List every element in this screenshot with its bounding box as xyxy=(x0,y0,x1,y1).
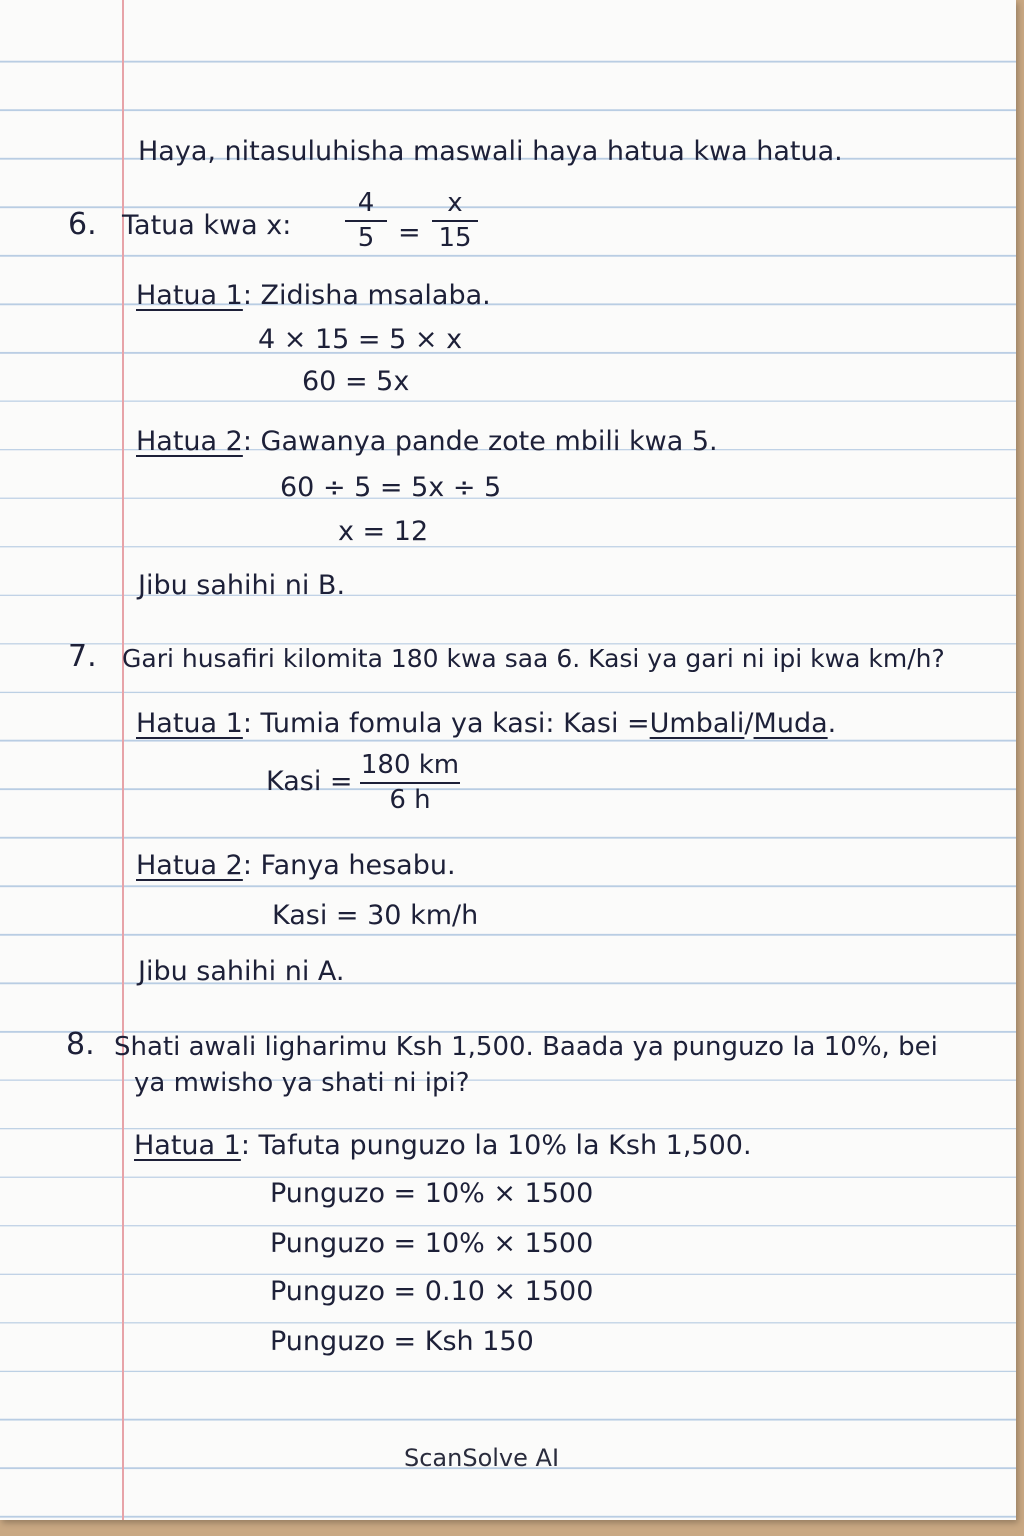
q6-step1-text: : Zidisha msalaba. xyxy=(242,280,491,311)
q6-answer: Jibu sahihi ni B. xyxy=(138,570,346,601)
q6-frac-right-den: 15 xyxy=(438,223,472,253)
q7-step2-label: Hatua 2 xyxy=(136,850,243,881)
q8-step1 xyxy=(134,1132,752,1159)
q6-step2 xyxy=(136,428,718,455)
q7-step1 xyxy=(136,710,836,737)
q8-question-line-2: ya mwisho ya shati ni ipi? xyxy=(134,1068,470,1098)
q7-step2-text: : Fanya hesabu. xyxy=(242,850,456,881)
q7-question: Gari husafiri kilomita 180 kwa saa 6. Kasi ya gari ni ipi kwa km/h? xyxy=(122,644,945,673)
q6-step2-line-2: x = 12 xyxy=(338,516,429,547)
q7-formula-time: Muda xyxy=(753,708,828,739)
q7-formula-end: . xyxy=(827,708,837,739)
q6-equals: = xyxy=(398,217,421,248)
fraction-bar xyxy=(432,220,478,222)
q8-line-2: Punguzo = 10% × 1500 xyxy=(270,1228,594,1259)
q8-step1-text: : Tafuta punguzo la 10% la Ksh 1,500. xyxy=(240,1130,752,1161)
q7-kasi-den: 6 h xyxy=(389,785,431,815)
fraction-bar xyxy=(345,220,387,222)
q7-step2 xyxy=(136,852,456,879)
footer-brand: ScanSolve AI xyxy=(404,1444,560,1472)
q8-line-1: Punguzo = 10% × 1500 xyxy=(270,1178,594,1209)
q6-frac-left-num: 4 xyxy=(357,188,375,218)
q8-line-3: Punguzo = 0.10 × 1500 xyxy=(270,1276,594,1307)
q7-answer: Jibu sahihi ni A. xyxy=(138,956,345,987)
q7-kasi-fraction xyxy=(360,752,460,813)
q6-number: 6. xyxy=(68,207,97,242)
q6-frac-right-num: x xyxy=(447,188,463,218)
q8-line-4: Punguzo = Ksh 150 xyxy=(270,1326,534,1357)
q7-formula-distance: Umbali xyxy=(649,708,745,739)
fraction-bar xyxy=(360,782,460,784)
q7-step2-line: Kasi = 30 km/h xyxy=(272,900,479,931)
q6-step2-label: Hatua 2 xyxy=(136,426,243,457)
q8-number: 8. xyxy=(66,1027,95,1062)
q6-step1-line-1: 4 × 15 = 5 × x xyxy=(258,324,463,355)
q6-fraction-left xyxy=(345,190,387,251)
q7-kasi-num: 180 km xyxy=(360,750,460,780)
q7-kasi-label: Kasi = xyxy=(266,766,353,797)
q6-step2-line-1: 60 ÷ 5 = 5x ÷ 5 xyxy=(280,472,502,503)
q8-question-line-1: Shati awali ligharimu Ksh 1,500. Baada ya punguzo la 10%, bei xyxy=(114,1032,938,1062)
q6-question: Tatua kwa x: xyxy=(122,210,292,241)
intro-text: Haya, nitasuluhisha maswali haya hatua kwa hatua. xyxy=(138,136,843,167)
q7-formula-slash: / xyxy=(744,708,754,739)
q6-fraction-right xyxy=(432,190,478,251)
q6-step1-label: Hatua 1 xyxy=(136,280,243,311)
q8-step1-label: Hatua 1 xyxy=(134,1130,241,1161)
q7-step1-label: Hatua 1 xyxy=(136,708,243,739)
q6-step1-line-2: 60 = 5x xyxy=(302,366,410,397)
q7-number: 7. xyxy=(68,639,97,674)
q7-step1-text: : Tumia fomula ya kasi: Kasi = xyxy=(242,708,650,739)
q6-frac-left-den: 5 xyxy=(357,223,375,253)
q6-step1 xyxy=(136,282,491,309)
q6-step2-text: : Gawanya pande zote mbili kwa 5. xyxy=(242,426,718,457)
